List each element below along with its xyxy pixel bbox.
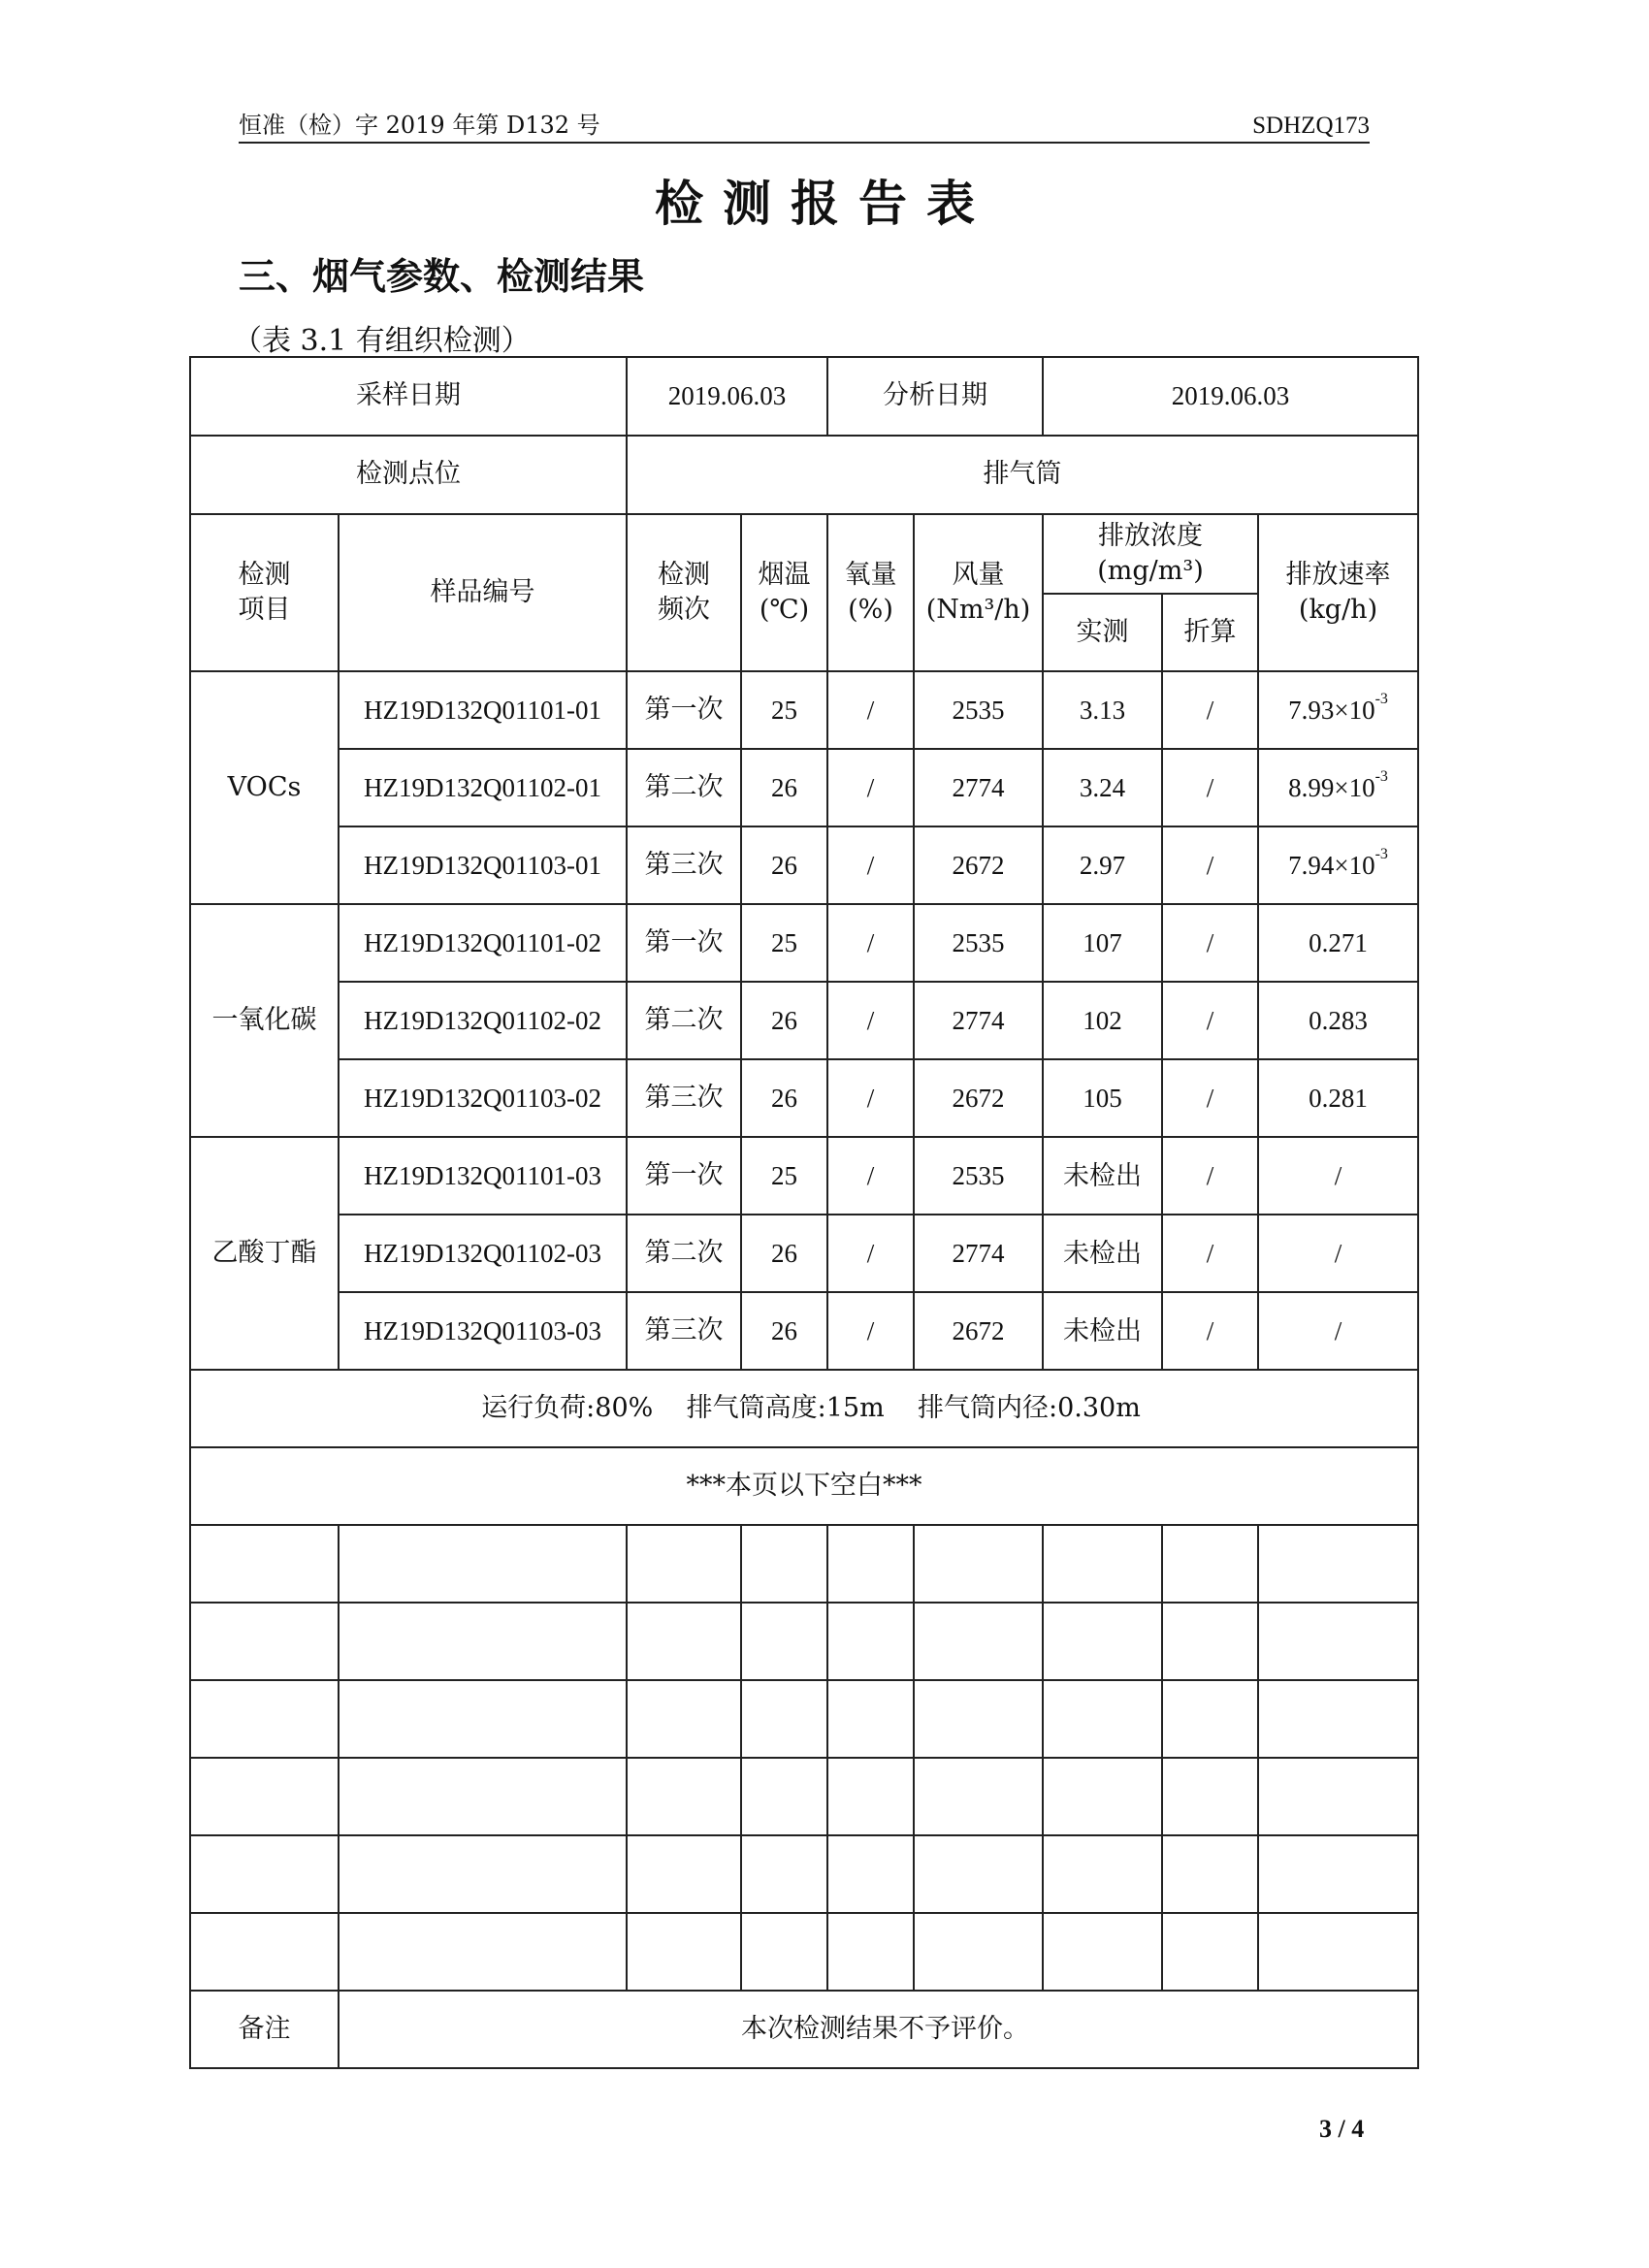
- table-row: [190, 1215, 1418, 1292]
- frequency: 第二次: [627, 1215, 741, 1292]
- oxygen: /: [827, 1059, 914, 1137]
- frequency: 第三次: [627, 1292, 741, 1370]
- table-row: [190, 826, 1418, 904]
- measured-concentration: 107: [1043, 904, 1162, 982]
- empty-cell: [1162, 1525, 1258, 1603]
- frequency: 第三次: [627, 826, 741, 904]
- empty-cell: [1258, 1603, 1418, 1680]
- sample-number: HZ19D132Q01103-03: [339, 1292, 627, 1370]
- empty-cell: [1043, 1913, 1162, 1991]
- operating-info: 运行负荷:80% 排气筒高度:15m 排气筒内径:0.30m: [190, 1370, 1418, 1447]
- converted-concentration: /: [1162, 1137, 1258, 1215]
- sample-number: HZ19D132Q01101-02: [339, 904, 627, 982]
- col-measured: 实测: [1043, 594, 1162, 671]
- oxygen: /: [827, 749, 914, 826]
- flow-rate: 2672: [914, 826, 1043, 904]
- emission-rate: [1258, 904, 1418, 982]
- empty-cell: [1162, 1758, 1258, 1835]
- analysis-date: 2019.06.03: [1043, 357, 1418, 436]
- col-freq: 检测 频次: [627, 514, 741, 671]
- empty-cell: [914, 1913, 1043, 1991]
- oxygen: /: [827, 826, 914, 904]
- converted-concentration: /: [1162, 749, 1258, 826]
- emission-rate-value: 7.94×10: [1288, 850, 1375, 880]
- empty-cell: [914, 1680, 1043, 1758]
- empty-cell: [339, 1603, 627, 1680]
- oxygen: /: [827, 1215, 914, 1292]
- blank-note-row: [190, 1447, 1418, 1525]
- emission-rate-exponent: -3: [1374, 845, 1388, 862]
- emission-rate: [1258, 982, 1418, 1059]
- empty-cell: [1043, 1680, 1162, 1758]
- empty-cell: [914, 1758, 1043, 1835]
- converted-concentration: /: [1162, 671, 1258, 749]
- empty-cell: [827, 1835, 914, 1913]
- flow-rate: 2672: [914, 1059, 1043, 1137]
- converted-concentration: /: [1162, 826, 1258, 904]
- measured-concentration: 2.97: [1043, 826, 1162, 904]
- empty-cell: [1043, 1603, 1162, 1680]
- col-temp: 烟温 (℃): [741, 514, 827, 671]
- empty-row: [190, 1680, 1418, 1758]
- emission-rate: [1258, 1137, 1418, 1215]
- section-title: 三、烟气参数、检测结果: [239, 254, 645, 298]
- results-table: [189, 356, 1419, 2069]
- empty-cell: [627, 1835, 741, 1913]
- empty-cell: [190, 1758, 339, 1835]
- emission-rate-value: 0.283: [1309, 1005, 1368, 1035]
- converted-concentration: /: [1162, 1292, 1258, 1370]
- blank-note: ***本页以下空白***: [190, 1447, 1418, 1525]
- measured-concentration: 未检出: [1043, 1215, 1162, 1292]
- col-sample-no: 样品编号: [339, 514, 627, 671]
- empty-cell: [1043, 1835, 1162, 1913]
- remarks-text: 本次检测结果不予评价。: [339, 1991, 1418, 2068]
- col-rate: 排放速率 (kg/h): [1258, 514, 1418, 671]
- oxygen: /: [827, 671, 914, 749]
- empty-cell: [827, 1913, 914, 1991]
- frequency: 第二次: [627, 749, 741, 826]
- emission-rate-exponent: -3: [1374, 767, 1388, 785]
- empty-cell: [827, 1680, 914, 1758]
- analysis-date-label: 分析日期: [827, 357, 1043, 436]
- empty-cell: [339, 1758, 627, 1835]
- temperature: 25: [741, 671, 827, 749]
- table-row: [190, 749, 1418, 826]
- oxygen: /: [827, 982, 914, 1059]
- empty-cell: [914, 1835, 1043, 1913]
- item-name: VOCs: [190, 671, 339, 904]
- emission-rate-value: /: [1334, 1160, 1342, 1190]
- flow-rate: 2672: [914, 1292, 1043, 1370]
- frequency: 第三次: [627, 1059, 741, 1137]
- sample-number: HZ19D132Q01102-03: [339, 1215, 627, 1292]
- item-name: 乙酸丁酯: [190, 1137, 339, 1370]
- empty-row: [190, 1913, 1418, 1991]
- empty-cell: [190, 1680, 339, 1758]
- measured-concentration: 未检出: [1043, 1137, 1162, 1215]
- empty-cell: [1258, 1758, 1418, 1835]
- table-row: [190, 1059, 1418, 1137]
- oxygen: /: [827, 1137, 914, 1215]
- point-row: [190, 436, 1418, 514]
- col-flow: 风量 (Nm³/h): [914, 514, 1043, 671]
- empty-cell: [741, 1680, 827, 1758]
- frequency: 第二次: [627, 982, 741, 1059]
- empty-cell: [914, 1603, 1043, 1680]
- empty-cell: [339, 1680, 627, 1758]
- empty-cell: [741, 1913, 827, 1991]
- empty-cell: [1258, 1680, 1418, 1758]
- oxygen: /: [827, 1292, 914, 1370]
- emission-rate-value: 0.271: [1309, 927, 1368, 957]
- col-oxygen: 氧量 (%): [827, 514, 914, 671]
- empty-row: [190, 1758, 1418, 1835]
- table-caption: （表 3.1 有组织检测）: [233, 324, 531, 358]
- emission-rate: [1258, 1292, 1418, 1370]
- empty-cell: [627, 1758, 741, 1835]
- empty-cell: [190, 1603, 339, 1680]
- emission-rate-value: 8.99×10: [1288, 772, 1375, 802]
- empty-cell: [1162, 1835, 1258, 1913]
- table-row: [190, 904, 1418, 982]
- temperature: 26: [741, 749, 827, 826]
- empty-cell: [627, 1680, 741, 1758]
- empty-cell: [1162, 1603, 1258, 1680]
- emission-rate: [1258, 749, 1418, 826]
- sample-number: HZ19D132Q01102-02: [339, 982, 627, 1059]
- empty-cell: [741, 1758, 827, 1835]
- empty-cell: [914, 1525, 1043, 1603]
- emission-rate-value: /: [1334, 1238, 1342, 1268]
- col-concentration: 排放浓度 (mg/m³): [1043, 514, 1258, 594]
- empty-cell: [1258, 1525, 1418, 1603]
- sampling-date: 2019.06.03: [627, 357, 827, 436]
- sample-number: HZ19D132Q01101-01: [339, 671, 627, 749]
- empty-row: [190, 1603, 1418, 1680]
- emission-rate: [1258, 826, 1418, 904]
- emission-rate-value: 0.281: [1309, 1083, 1368, 1113]
- flow-rate: 2774: [914, 982, 1043, 1059]
- converted-concentration: /: [1162, 982, 1258, 1059]
- frequency: 第一次: [627, 904, 741, 982]
- empty-row: [190, 1525, 1418, 1603]
- measured-concentration: 105: [1043, 1059, 1162, 1137]
- col-converted: 折算: [1162, 594, 1258, 671]
- frequency: 第一次: [627, 671, 741, 749]
- measured-concentration: 未检出: [1043, 1292, 1162, 1370]
- frequency: 第一次: [627, 1137, 741, 1215]
- table-row: [190, 1292, 1418, 1370]
- empty-cell: [190, 1525, 339, 1603]
- sample-number: HZ19D132Q01101-03: [339, 1137, 627, 1215]
- empty-cell: [339, 1525, 627, 1603]
- operating-info-row: [190, 1370, 1418, 1447]
- empty-cell: [627, 1913, 741, 1991]
- column-header-row: [190, 514, 1418, 594]
- temperature: 26: [741, 826, 827, 904]
- sample-number: HZ19D132Q01103-01: [339, 826, 627, 904]
- report-title: 检测报告表: [655, 175, 994, 232]
- measured-concentration: 3.13: [1043, 671, 1162, 749]
- table-row: [190, 671, 1418, 749]
- empty-cell: [1258, 1835, 1418, 1913]
- page-header: [239, 109, 1370, 144]
- converted-concentration: /: [1162, 904, 1258, 982]
- empty-cell: [1258, 1913, 1418, 1991]
- empty-cell: [741, 1835, 827, 1913]
- empty-cell: [1162, 1913, 1258, 1991]
- oxygen: /: [827, 904, 914, 982]
- temperature: 25: [741, 1137, 827, 1215]
- empty-cell: [339, 1835, 627, 1913]
- empty-cell: [1043, 1758, 1162, 1835]
- empty-cell: [741, 1525, 827, 1603]
- emission-rate-value: 7.93×10: [1288, 695, 1375, 725]
- empty-cell: [741, 1603, 827, 1680]
- document-code: SDHZQ173: [1252, 113, 1370, 139]
- empty-cell: [627, 1603, 741, 1680]
- table-row: [190, 982, 1418, 1059]
- measured-concentration: 102: [1043, 982, 1162, 1059]
- remarks-row: [190, 1991, 1418, 2068]
- temperature: 26: [741, 982, 827, 1059]
- temperature: 25: [741, 904, 827, 982]
- emission-rate: [1258, 671, 1418, 749]
- emission-rate-value: /: [1334, 1315, 1342, 1345]
- temperature: 26: [741, 1059, 827, 1137]
- date-row: [190, 357, 1418, 436]
- col-item: 检测 项目: [190, 514, 339, 671]
- converted-concentration: /: [1162, 1215, 1258, 1292]
- point-label: 检测点位: [190, 436, 627, 514]
- sample-number: HZ19D132Q01102-01: [339, 749, 627, 826]
- flow-rate: 2535: [914, 904, 1043, 982]
- emission-rate: [1258, 1215, 1418, 1292]
- flow-rate: 2535: [914, 1137, 1043, 1215]
- empty-cell: [190, 1835, 339, 1913]
- emission-rate: [1258, 1059, 1418, 1137]
- table-row: [190, 1137, 1418, 1215]
- flow-rate: 2535: [914, 671, 1043, 749]
- empty-cell: [339, 1913, 627, 1991]
- empty-cell: [827, 1603, 914, 1680]
- point-value: 排气筒: [627, 436, 1418, 514]
- empty-cell: [1043, 1525, 1162, 1603]
- report-number: 恒准（检）字 2019 年第 D132 号: [239, 112, 600, 139]
- empty-cell: [827, 1525, 914, 1603]
- converted-concentration: /: [1162, 1059, 1258, 1137]
- remarks-label: 备注: [190, 1991, 339, 2068]
- page-number: 3 / 4: [1319, 2115, 1365, 2143]
- flow-rate: 2774: [914, 1215, 1043, 1292]
- measured-concentration: 3.24: [1043, 749, 1162, 826]
- empty-cell: [1162, 1680, 1258, 1758]
- temperature: 26: [741, 1215, 827, 1292]
- flow-rate: 2774: [914, 749, 1043, 826]
- empty-cell: [190, 1913, 339, 1991]
- sample-number: HZ19D132Q01103-02: [339, 1059, 627, 1137]
- emission-rate-exponent: -3: [1374, 690, 1388, 707]
- sampling-date-label: 采样日期: [190, 357, 627, 436]
- empty-cell: [627, 1525, 741, 1603]
- item-name: 一氧化碳: [190, 904, 339, 1137]
- temperature: 26: [741, 1292, 827, 1370]
- empty-row: [190, 1835, 1418, 1913]
- empty-cell: [827, 1758, 914, 1835]
